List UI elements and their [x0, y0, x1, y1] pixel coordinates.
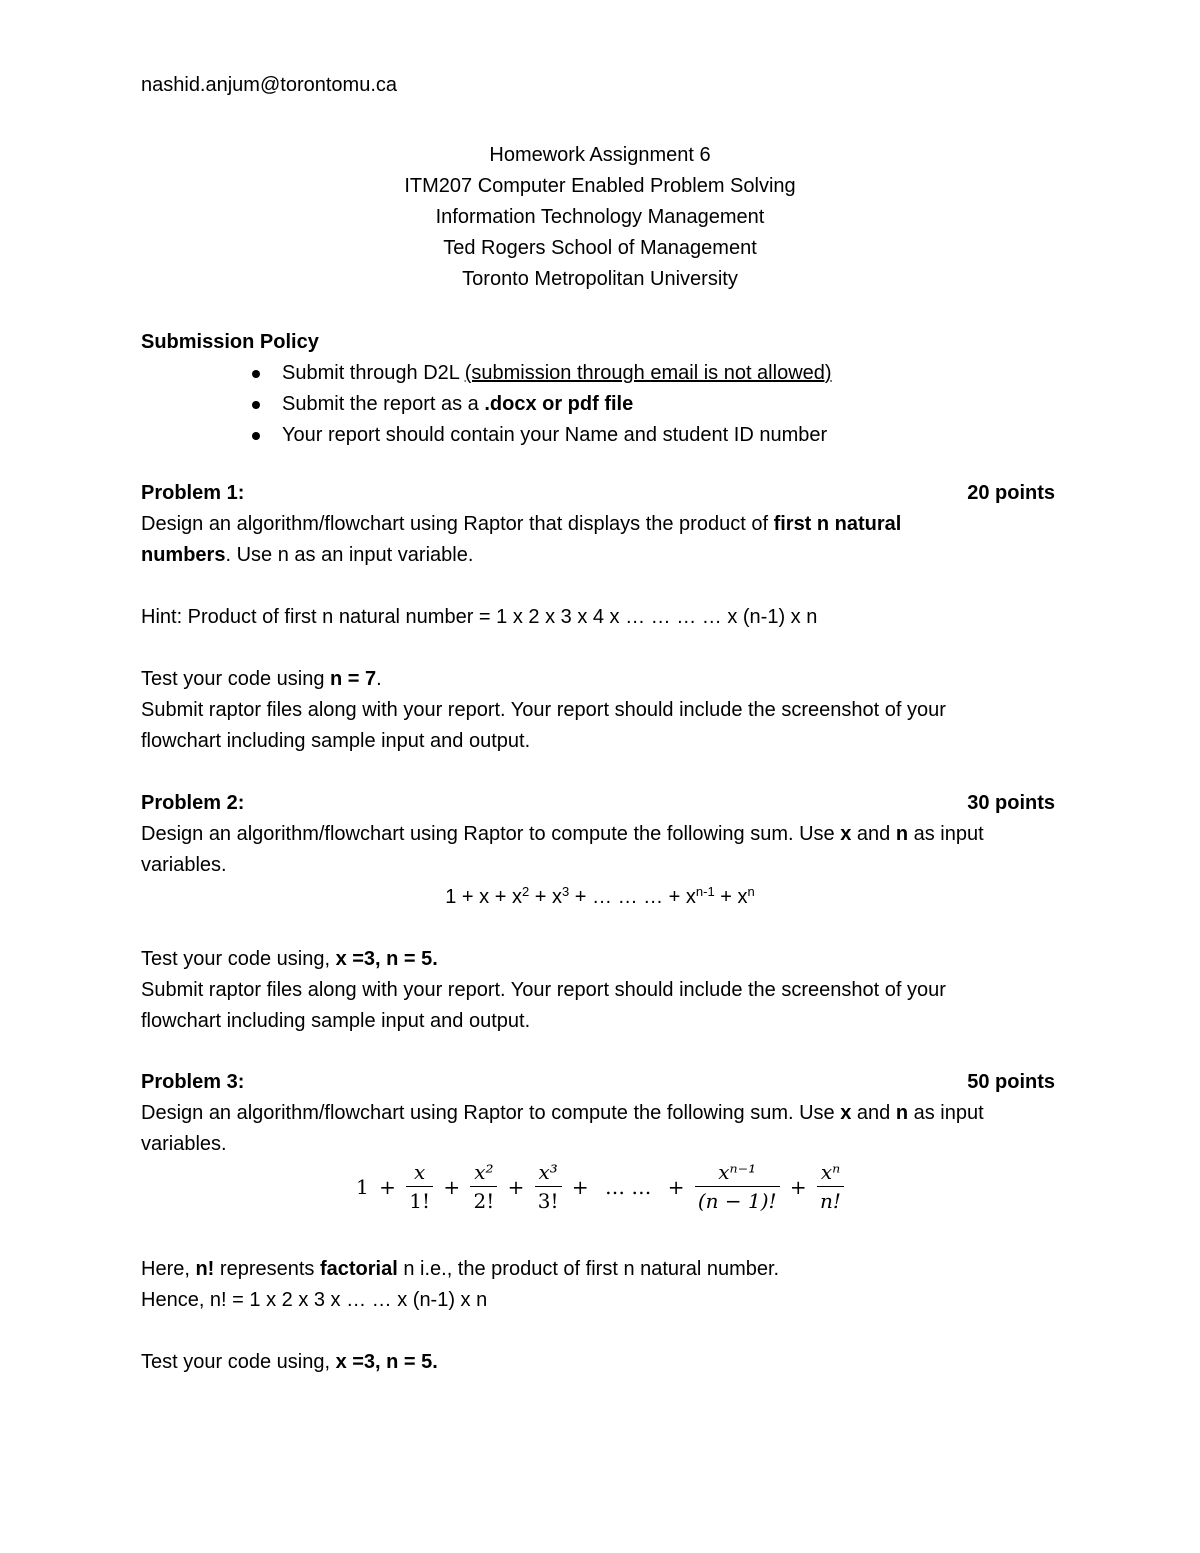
- problem3-formula: 1 + $\frac{x}{1!}$ + $\frac{\text{x²}}{2!}$ + $\frac{\text{x³}}{3!}$ + … … + $\frac{\text{xⁿ⁻¹}}{(n - 1)!}$ + $\frac{\text{xⁿ}}{n!}$: [0, 1160, 1200, 1213]
- problem2-formula: $1 + x + x^2 + x^3$ + … … … + $x^{n-1} + x^n$: [445, 884, 755, 908]
- policy-item-format: Submit the report as a .docx or pdf file: [250, 389, 832, 420]
- problem2-description-line2: variables.: [141, 854, 227, 876]
- problem1-test: Test your code using n = 7.: [141, 668, 382, 690]
- title-line-2: ITM207 Computer Enabled Problem Solving: [404, 175, 796, 197]
- problem1-hint: Hint: Product of first n natural number = 1 x 2 x 3 x 4 x … … … … x (n-1) x n: [141, 606, 818, 628]
- problem3-hence: Hence, n! = 1 x 2 x 3 x … … x (n-1) x n: [141, 1289, 488, 1311]
- formula-term-n: $\frac{\text{xⁿ}}{n!}$: [817, 1160, 844, 1213]
- submission-policy-heading: Submission Policy: [141, 331, 319, 353]
- problem2-test: Test your code using, x =3, n = 5.: [141, 948, 438, 970]
- problem2-title: Problem 2:: [141, 792, 245, 814]
- problem1-description-line1: Design an algorithm/flowchart using Raptor that displays the product of first n natural: [141, 513, 902, 535]
- author-email: nashid.anjum@torontomu.ca: [141, 74, 397, 96]
- title-line-5: Toronto Metropolitan University: [462, 268, 738, 290]
- problem1-points: 20 points: [967, 482, 1055, 504]
- formula-term-3: $\frac{\text{x³}}{3!}$: [535, 1160, 562, 1213]
- policy-item-name-id: Your report should contain your Name and student ID number: [250, 420, 832, 451]
- title-line-3: Information Technology Management: [435, 206, 765, 228]
- problem1-title: Problem 1:: [141, 482, 245, 504]
- problem2-points: 30 points: [967, 792, 1055, 814]
- problem3-factorial-definition: Here, n! represents factorial n i.e., the product of first n natural number.: [141, 1258, 780, 1280]
- problem3-title: Problem 3:: [141, 1071, 245, 1093]
- problem3-description-line2: variables.: [141, 1133, 227, 1155]
- problem3-test: Test your code using, x =3, n = 5.: [141, 1351, 438, 1373]
- title-line-1: Homework Assignment 6: [489, 144, 711, 166]
- problem2-submit-line2: flowchart including sample input and output.: [141, 1010, 531, 1032]
- policy-email-not-allowed: (submission through email is not allowed): [464, 362, 832, 384]
- problem3-description-line1: Design an algorithm/flowchart using Raptor to compute the following sum. Use x and n as input: [141, 1102, 984, 1124]
- problem2-description-line1: Design an algorithm/flowchart using Raptor to compute the following sum. Use x and n as input: [141, 823, 984, 845]
- problem1-description-line2: numbers. Use n as an input variable.: [141, 544, 474, 566]
- submission-policy-list: [250, 358, 832, 451]
- formula-term-2: $\frac{\text{x²}}{2!}$: [470, 1160, 497, 1213]
- formula-term-n-minus-1: $\frac{\text{xⁿ⁻¹}}{(n - 1)!}$: [695, 1160, 780, 1213]
- problem1-submit-line2: flowchart including sample input and output.: [141, 730, 531, 752]
- title-line-4: Ted Rogers School of Management: [443, 237, 757, 259]
- formula-term-1: $\frac{x}{1!}$: [406, 1160, 433, 1213]
- problem2-submit-line1: Submit raptor files along with your report. Your report should include the screenshot of your: [141, 979, 946, 1001]
- policy-item-d2l: Submit through D2L (submission through email is not allowed): [250, 358, 832, 389]
- problem3-points: 50 points: [967, 1071, 1055, 1093]
- problem1-submit-line1: Submit raptor files along with your report. Your report should include the screenshot of your: [141, 699, 946, 721]
